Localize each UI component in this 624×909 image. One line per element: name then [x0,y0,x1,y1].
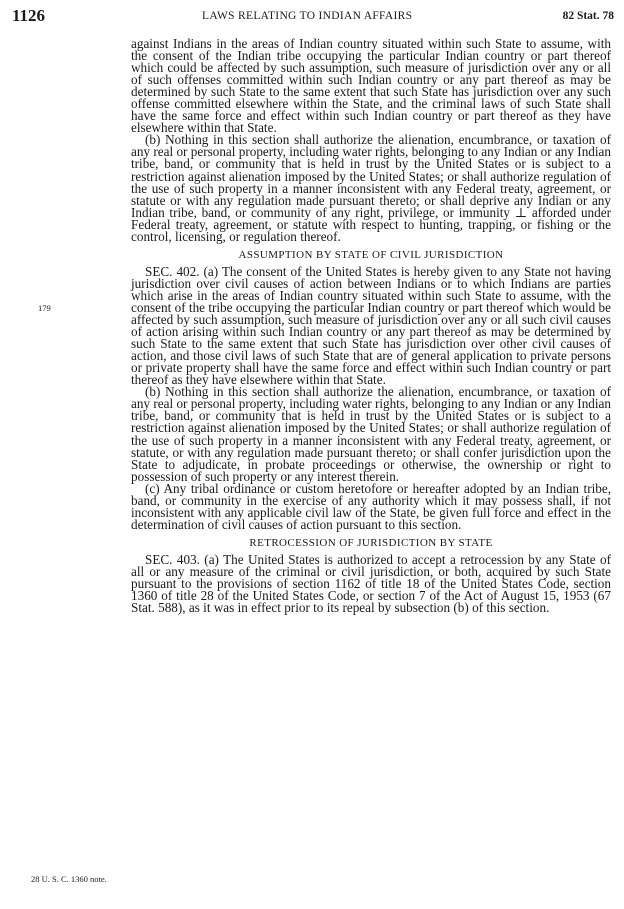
paragraph-403a: SEC. 403. (a) The United States is authorized to accept a retrocession by any State of all or any measure of the criminal or civil jurisdiction, or both, acquired by such State pursuant to the provisions of section 1162 of title 18 of the United States Code, section 1360 of title 28 of the United States Code, or section 7 of the Act of August 15, 1953 (67 Stat. 588), as it was in effect prior to its repeal by subsection (b) of this section. [131,551,611,616]
running-title: LAWS RELATING TO INDIAN AFFAIRS [202,10,413,22]
section-heading-retrocession: RETROCESSION OF JURISDICTION BY STATE [249,536,493,549]
paragraph-402a: SEC. 402. (a) The consent of the United States is hereby given to any State not having jurisdiction over civil causes of action between Indians or to which Indians are parties which arise in the areas of Indian country situated within such State to assume, with the consent of the tribe occupying the particular Indian country or part thereof which would be affected by such assumption, such measure of jurisdiction over any or all such civil causes of action arising within such Indian country or any part thereof as may be determined by such State to the same extent that such State has jurisdiction over other civil causes of action, and those civil laws of such State that are of general application to private persons or private property shall have the same force and effect within such Indian country or part thereof as they have elsewhere within that State. [131,263,611,388]
page-header [12,8,614,26]
paragraph-continuation: against Indians in the areas of Indian country situated within such State to assume, with the consent of the Indian tribe occupying the particular Indian country or part thereof which could be affected by such assumption, such measure of jurisdiction over any or all of such offenses committed within such Indian country or any part thereof as may be determined by such State to the same extent that such State has jurisdiction over any such offense committed elsewhere within the State, and the criminal laws of such State shall have the same force and effect within such Indian country or part thereof as they have elsewhere within that State. [131,36,611,136]
paragraph-402c: (c) Any tribal ordinance or custom heretofore or hereafter adopted by an Indian tribe, band, or community in the exercise of any authority which it may possess shall, if not inconsistent with any applicable civil law of the State, be given full force and effect in the determination of civil causes of action pursuant to this section. [131,480,611,532]
body-text [131,38,611,614]
statute-reference: 82 Stat. 78 [562,10,614,22]
margin-note-179: 179 [38,303,51,313]
section-heading-civil-jurisdiction: ASSUMPTION BY STATE OF CIVIL JURISDICTION [238,248,504,261]
paragraph-401b: (b) Nothing in this section shall authorize the alienation, encumbrance, or taxation of any real or personal property, including water rights, belonging to any Indian or any Indian tribe, band, or community that is held in trust by the United States or is subject to a restriction against alienation imposed by the United States; or shall authorize regulation of the use of such property in a manner inconsistent with any Federal treaty, agreement, or statute or with any regulation made pursuant thereto; or shall deprive any Indian or any Indian tribe, band, or community of any right, privilege, or immunity ⊥ afforded under Federal treaty, agreement, or statute with respect to hunting, trapping, or fishing or the control, licensing, or regulation thereof. [131,132,611,244]
margin-note-usc: 28 U. S. C. 1360 note. [31,874,107,884]
paragraph-402b: (b) Nothing in this section shall authorize the alienation, encumbrance, or taxation of any real or personal property, including water rights, belonging to any Indian or any Indian tribe, band, or community that is held in trust by the United States or is subject to a restriction against alienation imposed by the United States; or shall authorize regulation of the use of such property in a manner inconsistent with any Federal treaty, agreement, or statute, or with any regulation made pursuant thereto; or shall confer jurisdiction upon the State to adjudicate, in probate proceedings or otherwise, the ownership or right to possession of such property or any interest therein. [131,384,611,484]
page-number: 1126 [12,6,46,25]
